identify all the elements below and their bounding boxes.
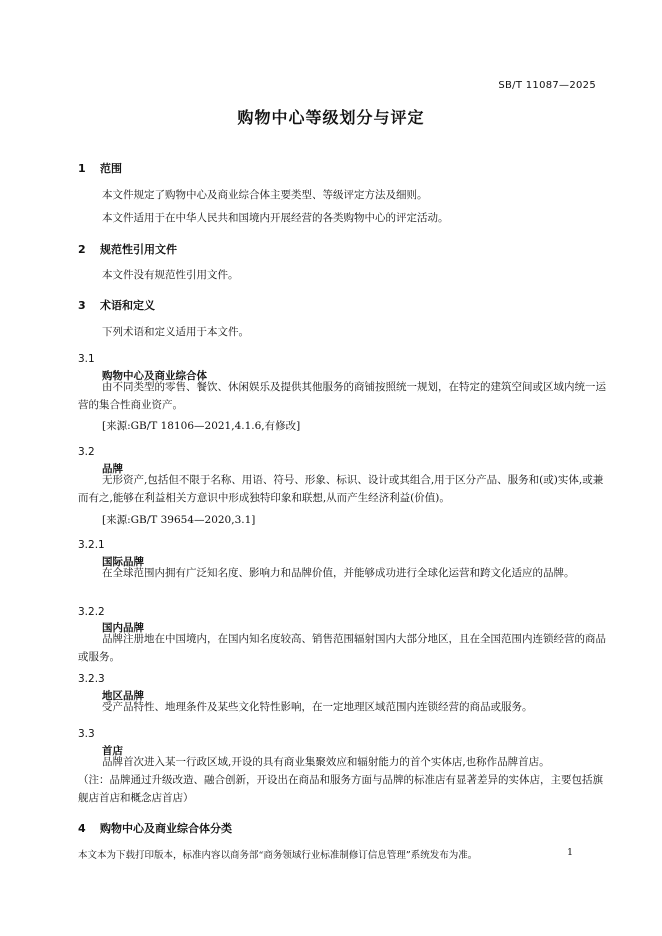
section-title: 范围 (100, 162, 122, 175)
term-number: 3.1 (78, 353, 95, 365)
section-title: 术语和定义 (100, 299, 155, 312)
term-number: 3.2.1 (78, 539, 105, 551)
footer-note: 本文本为下载打印版本，标准内容以商务部“商务领域行业标准制修订信息管理”系统发布为准。 (78, 850, 478, 861)
section-number: 3 (78, 299, 86, 312)
section-title: 购物中心及商业综合体分类 (100, 822, 232, 835)
page-number: 1 (567, 847, 574, 858)
term-title: 首店 (102, 745, 123, 757)
section-number: 1 (78, 162, 86, 175)
term-definition: 品牌注册地在中国境内，在国内知名度较高、销售范围辐射国内大部分地区，且在全国范围内连锁经营的商品或服务。 (78, 633, 606, 663)
section-1-paragraph-2: 本文件适用于在中华人民共和国境内开展经营的各类购物中心的评定活动。 (102, 212, 449, 224)
term-number: 3.2.3 (78, 673, 105, 685)
document-title: 购物中心等级划分与评定 (237, 108, 425, 127)
section-number: 4 (78, 822, 86, 835)
term-title: 购物中心及商业综合体 (102, 370, 207, 382)
section-4-heading (78, 820, 232, 836)
section-3-heading (78, 297, 155, 313)
term-title: 品牌 (102, 463, 123, 475)
term-definition: 在全球范围内拥有广泛知名度、影响力和品牌价值，并能够成功进行全球化运营和跨文化适应的品牌。 (102, 567, 575, 579)
term-definition: 受产品特性、地理条件及某些文化特性影响，在一定地理区域范围内连锁经营的商品或服务。 (102, 701, 533, 713)
section-1-paragraph-1: 本文件规定了购物中心及商业综合体主要类型、等级评定方法及细则。 (102, 189, 428, 201)
term-definition: 由不同类型的零售、餐饮、休闲娱乐及提供其他服务的商铺按照统一规划，在特定的建筑空间或区域内统一运营的集合性商业资产。 (78, 381, 606, 411)
term-title: 国际品牌 (102, 556, 144, 568)
term-title: 国内品牌 (102, 622, 144, 634)
term-number: 3.2 (78, 446, 95, 458)
term-source: [来源:GB/T 18106—2021,4.1.6,有修改] (102, 420, 301, 432)
term-definition: 无形资产,包括但不限于名称、用语、符号、形象、标识、设计或其组合,用于区分产品、服务和(或)实体,或兼而有之,能够在利益相关方意识中形成独特印象和联想,从而产生经济利益(价值)。 (78, 474, 604, 504)
section-3-paragraph-1: 下列术语和定义适用于本文件。 (102, 326, 249, 338)
section-2-heading (78, 241, 177, 257)
section-2-paragraph-1: 本文件没有规范性引用文件。 (102, 269, 239, 281)
standard-number: SB/T 11087—2025 (498, 80, 596, 91)
section-number: 2 (78, 243, 86, 256)
section-1-heading (78, 160, 122, 176)
term-title: 地区品牌 (102, 690, 144, 702)
term-number: 3.3 (78, 728, 95, 740)
term-source: [来源:GB/T 39654—2020,3.1] (102, 514, 256, 526)
term-note: （注：品牌通过升级改造、融合创新，开设出在商品和服务方面与品牌的标准店有显著差异的实体店，主要包括旗舰店首店和概念店首店） (78, 774, 603, 804)
term-definition: 品牌首次进入某一行政区域,开设的具有商业集聚效应和辐射能力的首个实体店,也称作品牌首店。 (102, 756, 550, 768)
section-title: 规范性引用文件 (100, 243, 177, 256)
term-number: 3.2.2 (78, 606, 105, 618)
